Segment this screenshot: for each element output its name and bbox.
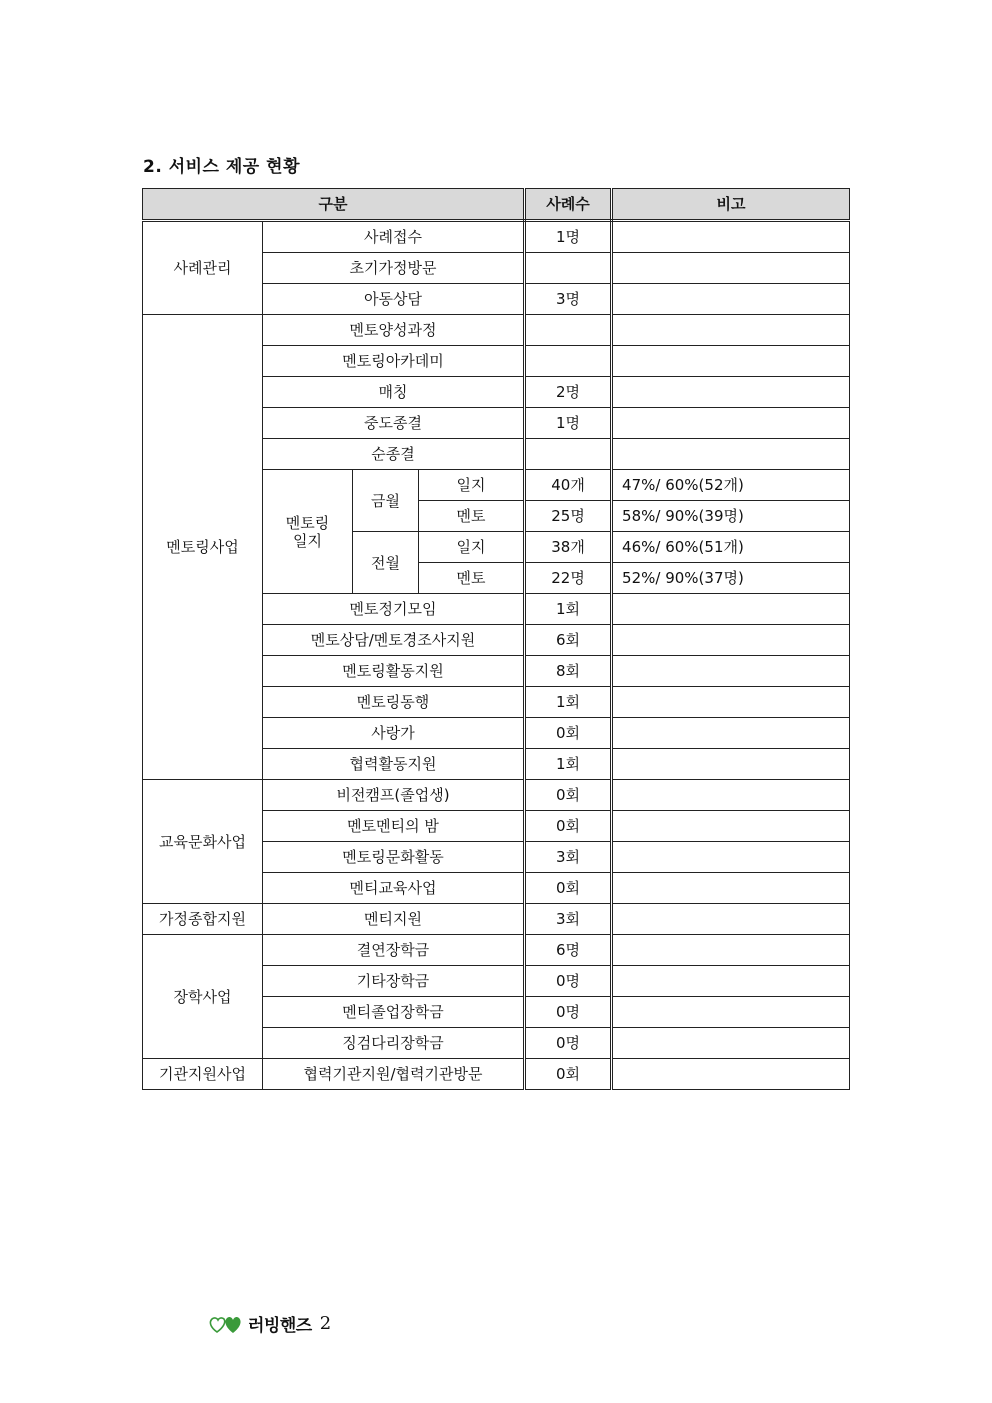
item-cell: 멘토링활동지원 xyxy=(263,656,525,687)
item-cell: 결연장학금 xyxy=(263,935,525,966)
item-cell: 비전캠프(졸업생) xyxy=(263,780,525,811)
note-cell xyxy=(612,687,850,718)
table-row xyxy=(143,221,850,253)
group-label-family: 가정종합지원 xyxy=(143,904,263,935)
item-cell: 멘토 xyxy=(419,563,525,594)
group-label-case: 사례관리 xyxy=(143,221,263,315)
count-cell: 1명 xyxy=(525,221,612,253)
note-cell xyxy=(612,718,850,749)
note-cell xyxy=(612,749,850,780)
table-row xyxy=(143,315,850,346)
item-cell: 멘토멘티의 밤 xyxy=(263,811,525,842)
count-cell: 3명 xyxy=(525,284,612,315)
header-note: 비고 xyxy=(612,189,850,221)
item-cell: 매칭 xyxy=(263,377,525,408)
header-category: 구분 xyxy=(143,189,525,221)
count-cell: 8회 xyxy=(525,656,612,687)
note-cell xyxy=(612,408,850,439)
count-cell: 0명 xyxy=(525,1028,612,1059)
service-table xyxy=(142,188,850,1090)
count-cell xyxy=(525,346,612,377)
count-cell: 1회 xyxy=(525,594,612,625)
count-cell xyxy=(525,253,612,284)
note-cell xyxy=(612,594,850,625)
count-cell: 0명 xyxy=(525,966,612,997)
page-number: 2 xyxy=(319,1312,332,1334)
item-cell: 멘토링아카데미 xyxy=(263,346,525,377)
count-cell: 0회 xyxy=(525,1059,612,1090)
note-cell xyxy=(612,935,850,966)
note-cell xyxy=(612,780,850,811)
item-cell: 멘토정기모임 xyxy=(263,594,525,625)
item-cell: 멘토양성과정 xyxy=(263,315,525,346)
item-cell: 사례접수 xyxy=(263,221,525,253)
item-cell: 중도종결 xyxy=(263,408,525,439)
table-row xyxy=(143,780,850,811)
count-cell: 40개 xyxy=(525,470,612,501)
count-cell: 1명 xyxy=(525,408,612,439)
item-cell: 멘토상담/멘토경조사지원 xyxy=(263,625,525,656)
note-cell xyxy=(612,439,850,470)
journal-label xyxy=(263,470,353,594)
this-month-label: 금월 xyxy=(353,470,419,532)
note-cell: 46%/ 60%(51개) xyxy=(612,532,850,563)
item-cell: 순종결 xyxy=(263,439,525,470)
count-cell: 0회 xyxy=(525,811,612,842)
note-cell xyxy=(612,873,850,904)
item-cell: 멘토 xyxy=(419,501,525,532)
journal-label-line1: 멘토링 xyxy=(285,513,330,532)
count-cell: 0회 xyxy=(525,780,612,811)
count-cell: 2명 xyxy=(525,377,612,408)
note-cell xyxy=(612,1059,850,1090)
item-cell: 멘티지원 xyxy=(263,904,525,935)
table-row xyxy=(143,1059,850,1090)
count-cell: 0회 xyxy=(525,718,612,749)
note-cell xyxy=(612,904,850,935)
note-cell xyxy=(612,221,850,253)
table-header-row xyxy=(143,189,850,221)
table-row xyxy=(143,904,850,935)
count-cell: 22명 xyxy=(525,563,612,594)
table-row xyxy=(143,935,850,966)
count-cell: 3회 xyxy=(525,842,612,873)
note-cell xyxy=(612,1028,850,1059)
count-cell xyxy=(525,315,612,346)
item-cell: 일지 xyxy=(419,532,525,563)
item-cell: 멘티졸업장학금 xyxy=(263,997,525,1028)
count-cell: 6회 xyxy=(525,625,612,656)
footer xyxy=(207,1310,331,1336)
count-cell: 1회 xyxy=(525,749,612,780)
note-cell: 58%/ 90%(39명) xyxy=(612,501,850,532)
journal-label-line2: 일지 xyxy=(293,531,322,550)
heart-hands-logo-icon xyxy=(207,1311,245,1335)
item-cell: 협력활동지원 xyxy=(263,749,525,780)
count-cell: 6명 xyxy=(525,935,612,966)
section-title: 2. 서비스 제공 현황 xyxy=(143,157,300,177)
footer-brand: 러빙핸즈 xyxy=(248,1315,312,1336)
item-cell: 멘티교육사업 xyxy=(263,873,525,904)
note-cell: 47%/ 60%(52개) xyxy=(612,470,850,501)
item-cell: 초기가정방문 xyxy=(263,253,525,284)
count-cell: 0회 xyxy=(525,873,612,904)
item-cell: 멘토링동행 xyxy=(263,687,525,718)
item-cell: 협력기관지원/협력기관방문 xyxy=(263,1059,525,1090)
count-cell: 38개 xyxy=(525,532,612,563)
count-cell xyxy=(525,439,612,470)
note-cell xyxy=(612,842,850,873)
count-cell: 0명 xyxy=(525,997,612,1028)
item-cell: 일지 xyxy=(419,470,525,501)
note-cell xyxy=(612,966,850,997)
item-cell: 멘토링문화활동 xyxy=(263,842,525,873)
note-cell xyxy=(612,284,850,315)
note-cell xyxy=(612,315,850,346)
item-cell: 징검다리장학금 xyxy=(263,1028,525,1059)
note-cell xyxy=(612,625,850,656)
note-cell xyxy=(612,346,850,377)
group-label-agency: 기관지원사업 xyxy=(143,1059,263,1090)
note-cell xyxy=(612,811,850,842)
count-cell: 25명 xyxy=(525,501,612,532)
item-cell: 아동상담 xyxy=(263,284,525,315)
note-cell xyxy=(612,656,850,687)
header-count: 사례수 xyxy=(525,189,612,221)
count-cell: 1회 xyxy=(525,687,612,718)
group-label-mentoring: 멘토링사업 xyxy=(143,315,263,780)
group-label-edu: 교육문화사업 xyxy=(143,780,263,904)
note-cell: 52%/ 90%(37명) xyxy=(612,563,850,594)
note-cell xyxy=(612,253,850,284)
last-month-label: 전월 xyxy=(353,532,419,594)
count-cell: 3회 xyxy=(525,904,612,935)
item-cell: 기타장학금 xyxy=(263,966,525,997)
note-cell xyxy=(612,997,850,1028)
item-cell: 사랑가 xyxy=(263,718,525,749)
note-cell xyxy=(612,377,850,408)
group-label-scholar: 장학사업 xyxy=(143,935,263,1059)
